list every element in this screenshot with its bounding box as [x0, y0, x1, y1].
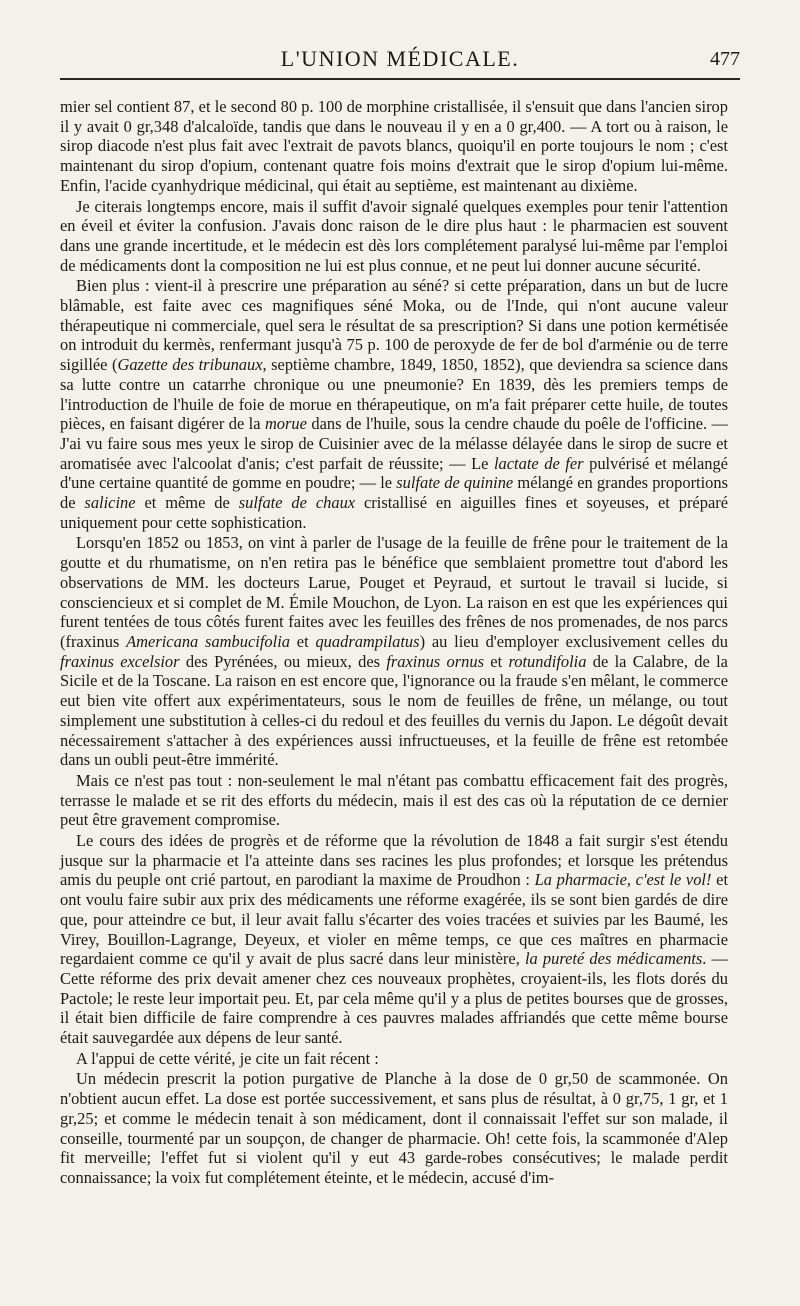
text-segment: Bien plus : vient-il à prescrire une préparation au séné? si cette préparation, dans un but de lucre blâmable, est faite avec ces magnifiques séné Moka, ou de l'Inde, qui n'ont aucune valeur thérapeutique ni commerciale, quel sera le résultat de sa prescription? Si dans une potion kermétisée on introduit du kermès, renfermant jusqu'à 75 p. 100 de peroxyde de fer de bol d'arménie ou de terre sigillée (: [60, 276, 728, 375]
text-segment: de la Calabre, de la Sicile et de la Toscane. La raison en est encore que, l'ignorance ou la fraude s'en mêlant, le commerce eut bien vite offert aux expérimentateurs, sous le nom de feuilles de frêne, un mélange, ou tout simplement une substitution à celles-ci du redoul et des feuilles du vernis du Japon. Le dégoût devait nécessairement s'attacher à des expériences aussi infructueuses, et la feuille de frêne est retombée dans un oubli peut-être immérité.: [60, 651, 728, 770]
italic-text: salicine: [84, 493, 136, 513]
italic-text: La pharmacie, c'est le vol!: [534, 870, 712, 890]
italic-text: Gazette des tribunaux: [117, 355, 263, 375]
italic-text: rotundifolia: [508, 651, 587, 671]
italic-text: quadrampilatus: [315, 631, 420, 651]
page-header: [60, 44, 740, 80]
text-segment: Je citerais longtemps encore, mais il suffit d'avoir signalé quelques exemples pour tenir l'attention en éveil et éviter la confusion. J'avais donc raison de le dire plus haut : le pharmacien est souvent dans une grande incertitude, et le médecin est dès lors complétement paralysé lui-même par l'emploi de médicaments dont la composition ne lui est plus connue, et ne peut lui donner aucune sécurité.: [60, 196, 728, 275]
text-segment: Lorsqu'en 1852 ou 1853, on vint à parler de l'usage de la feuille de frêne pour le traitement de la goutte et du rhumatisme, on n'en retira pas le bénéfice que semblaient promettre tout d'abord les observations de MM. les docteurs Larue, Pouget et Peyraud, et surtout le travail si lucide, si consciencieux et si complet de M. Émile Mouchon, de Lyon. La raison en est que les expériences qui furent tentées de tous côtés furent faites avec les feuilles des frênes de nos promenades, de nos parcs (fraxinus: [60, 533, 728, 651]
italic-text: morue: [264, 414, 307, 434]
paragraph: [60, 1049, 728, 1069]
text-segment: . — Cette réforme des prix devait amener chez ces nouveaux prophètes, croyaient-ils, les flots dorés du Pactole; le reste leur importait peu. Et, par cela même qu'il y a plus de petites bourses que de grosses, il était bien difficile de faire comprendre à ces pauvres malades affriandés que cette même bourse était sauvegardée aux dépens de leur santé.: [60, 949, 728, 1048]
text-segment: cristallisé en aiguilles fines et soyeuses, et préparé uniquement pour cette sophistication.: [60, 493, 729, 532]
text-segment: et même de: [135, 493, 239, 513]
text-segment: mélangé en grandes proportions de: [60, 473, 729, 513]
italic-text: fraxinus ornus: [386, 651, 484, 671]
paragraph: [60, 1069, 728, 1187]
text-segment: A l'appui de cette vérité, je cite un fait récent :: [76, 1048, 379, 1068]
text-segment: et ont voulu faire subir aux prix des médicaments une réforme exagérée, ils se sont bien gardés de dire que, pour atteindre ce but, il leur avait fallu s'écarter des voies tracées et suivies par les Baumé, les Virey, Bouillon-Lagrange, Deyeux, et violer en même temps, ce que ces maîtres en pharmacie regardaient comme ce qu'il y avait de plus sacré dans leur ministère,: [60, 870, 729, 969]
paragraph: [60, 97, 728, 196]
italic-text: la pureté des médicaments: [524, 949, 703, 969]
italic-text: sulfate de quinine: [396, 473, 514, 493]
paragraph: [60, 533, 728, 769]
text-segment: Mais ce n'est pas tout : non-seulement le mal n'étant pas combattu efficacement fait des progrès, terrasse le malade et se rit des efforts du médecin, mais il est des cas où la réputation de ce dernier peut être gravement compromise.: [60, 770, 728, 830]
text-segment: des Pyrénées, ou mieux, des: [179, 651, 387, 671]
italic-text: Americana sambucifolia: [126, 631, 290, 651]
italic-text: fraxinus excelsior: [60, 651, 180, 671]
italic-text: lactate de fer: [493, 453, 584, 473]
text-segment: et: [289, 631, 316, 651]
page-number: 477: [710, 48, 740, 70]
text-segment: Le cours des idées de progrès et de réforme que la révolution de 1848 a fait surgir s'est étendu jusque sur la pharmacie et l'a atteinte dans ses racines les plus profondes; et lorsque les prétendus amis du peuple ont crié partout, en parodiant la maxime de Proudhon :: [60, 831, 728, 890]
text-segment: pulvérisé et mélangé d'une certaine quantité de gomme en poudre; — le: [60, 453, 728, 493]
text-segment: Un médecin prescrit la potion purgative de Planche à la dose de 0 gr,50 de scammonée. On n'obtient aucun effet. La dose est portée successivement, et sans plus de résultat, à 0 gr,75, 1 gr, et 1 gr,25; et comme le médecin tenait à son médicament, dont il connaissait l'effet sur son malade, il conseille, tourmenté par un soupçon, de changer de pharmacie. Oh! cette fois, la scammonée d'Alep fit merveille; l'effet fut si violent qu'il y eut 43 garde-robes consécutives; le malade perdit connaissance; la voix fut complétement éteinte, et le médecin, accusé d'im-: [60, 1069, 728, 1187]
italic-text: sulfate de chaux: [238, 493, 356, 513]
paragraph: [60, 276, 728, 532]
text-segment: , septième chambre, 1849, 1850, 1852), que deviendra sa science dans sa lutte contre un catarrhe chronique ou une pneumonie? En 1839, dès les premiers temps de l'introduction de l'huile de foie de morue en thérapeutique, on m'a fait préparer cette huile, de toutes pièces, en faisant digérer de la: [60, 355, 728, 434]
paragraph: [60, 831, 728, 1048]
running-title: L'UNION MÉDICALE.: [280, 46, 520, 71]
text-segment: ) au lieu d'employer exclusivement celles du: [419, 631, 728, 651]
paragraph: [60, 197, 728, 276]
text-segment: dans de l'huile, sous la cendre chaude du poêle de l'officine. — J'ai vu faire sous mes yeux le sirop de Cuisinier avec de la mélasse délayée dans le sirop de sucre et aromatisée avec l'alcoolat d'anis; c'est parfait de réussite; — Le: [60, 414, 728, 473]
paragraph: [60, 771, 728, 830]
body-text: [60, 97, 728, 1189]
text-segment: mier sel contient 87, et le second 80 p. 100 de morphine cristallisée, il s'ensuit que dans l'ancien sirop il y avait 0 gr,348 d'alcaloïde, tandis que dans le nouveau il y en a 0 gr,400. — A tort ou à raison, le sirop diacode n'est plus fait avec l'extrait de pavots blancs, quoiqu'il en porte toujours le nom ; c'est maintenant du sirop d'opium, contenant quatre fois moins d'extrait que le sirop d'opium lui-même. Enfin, l'acide cyanhydrique médicinal, qui était au septième, est maintenant au dixième.: [60, 97, 728, 195]
text-segment: et: [483, 651, 509, 671]
